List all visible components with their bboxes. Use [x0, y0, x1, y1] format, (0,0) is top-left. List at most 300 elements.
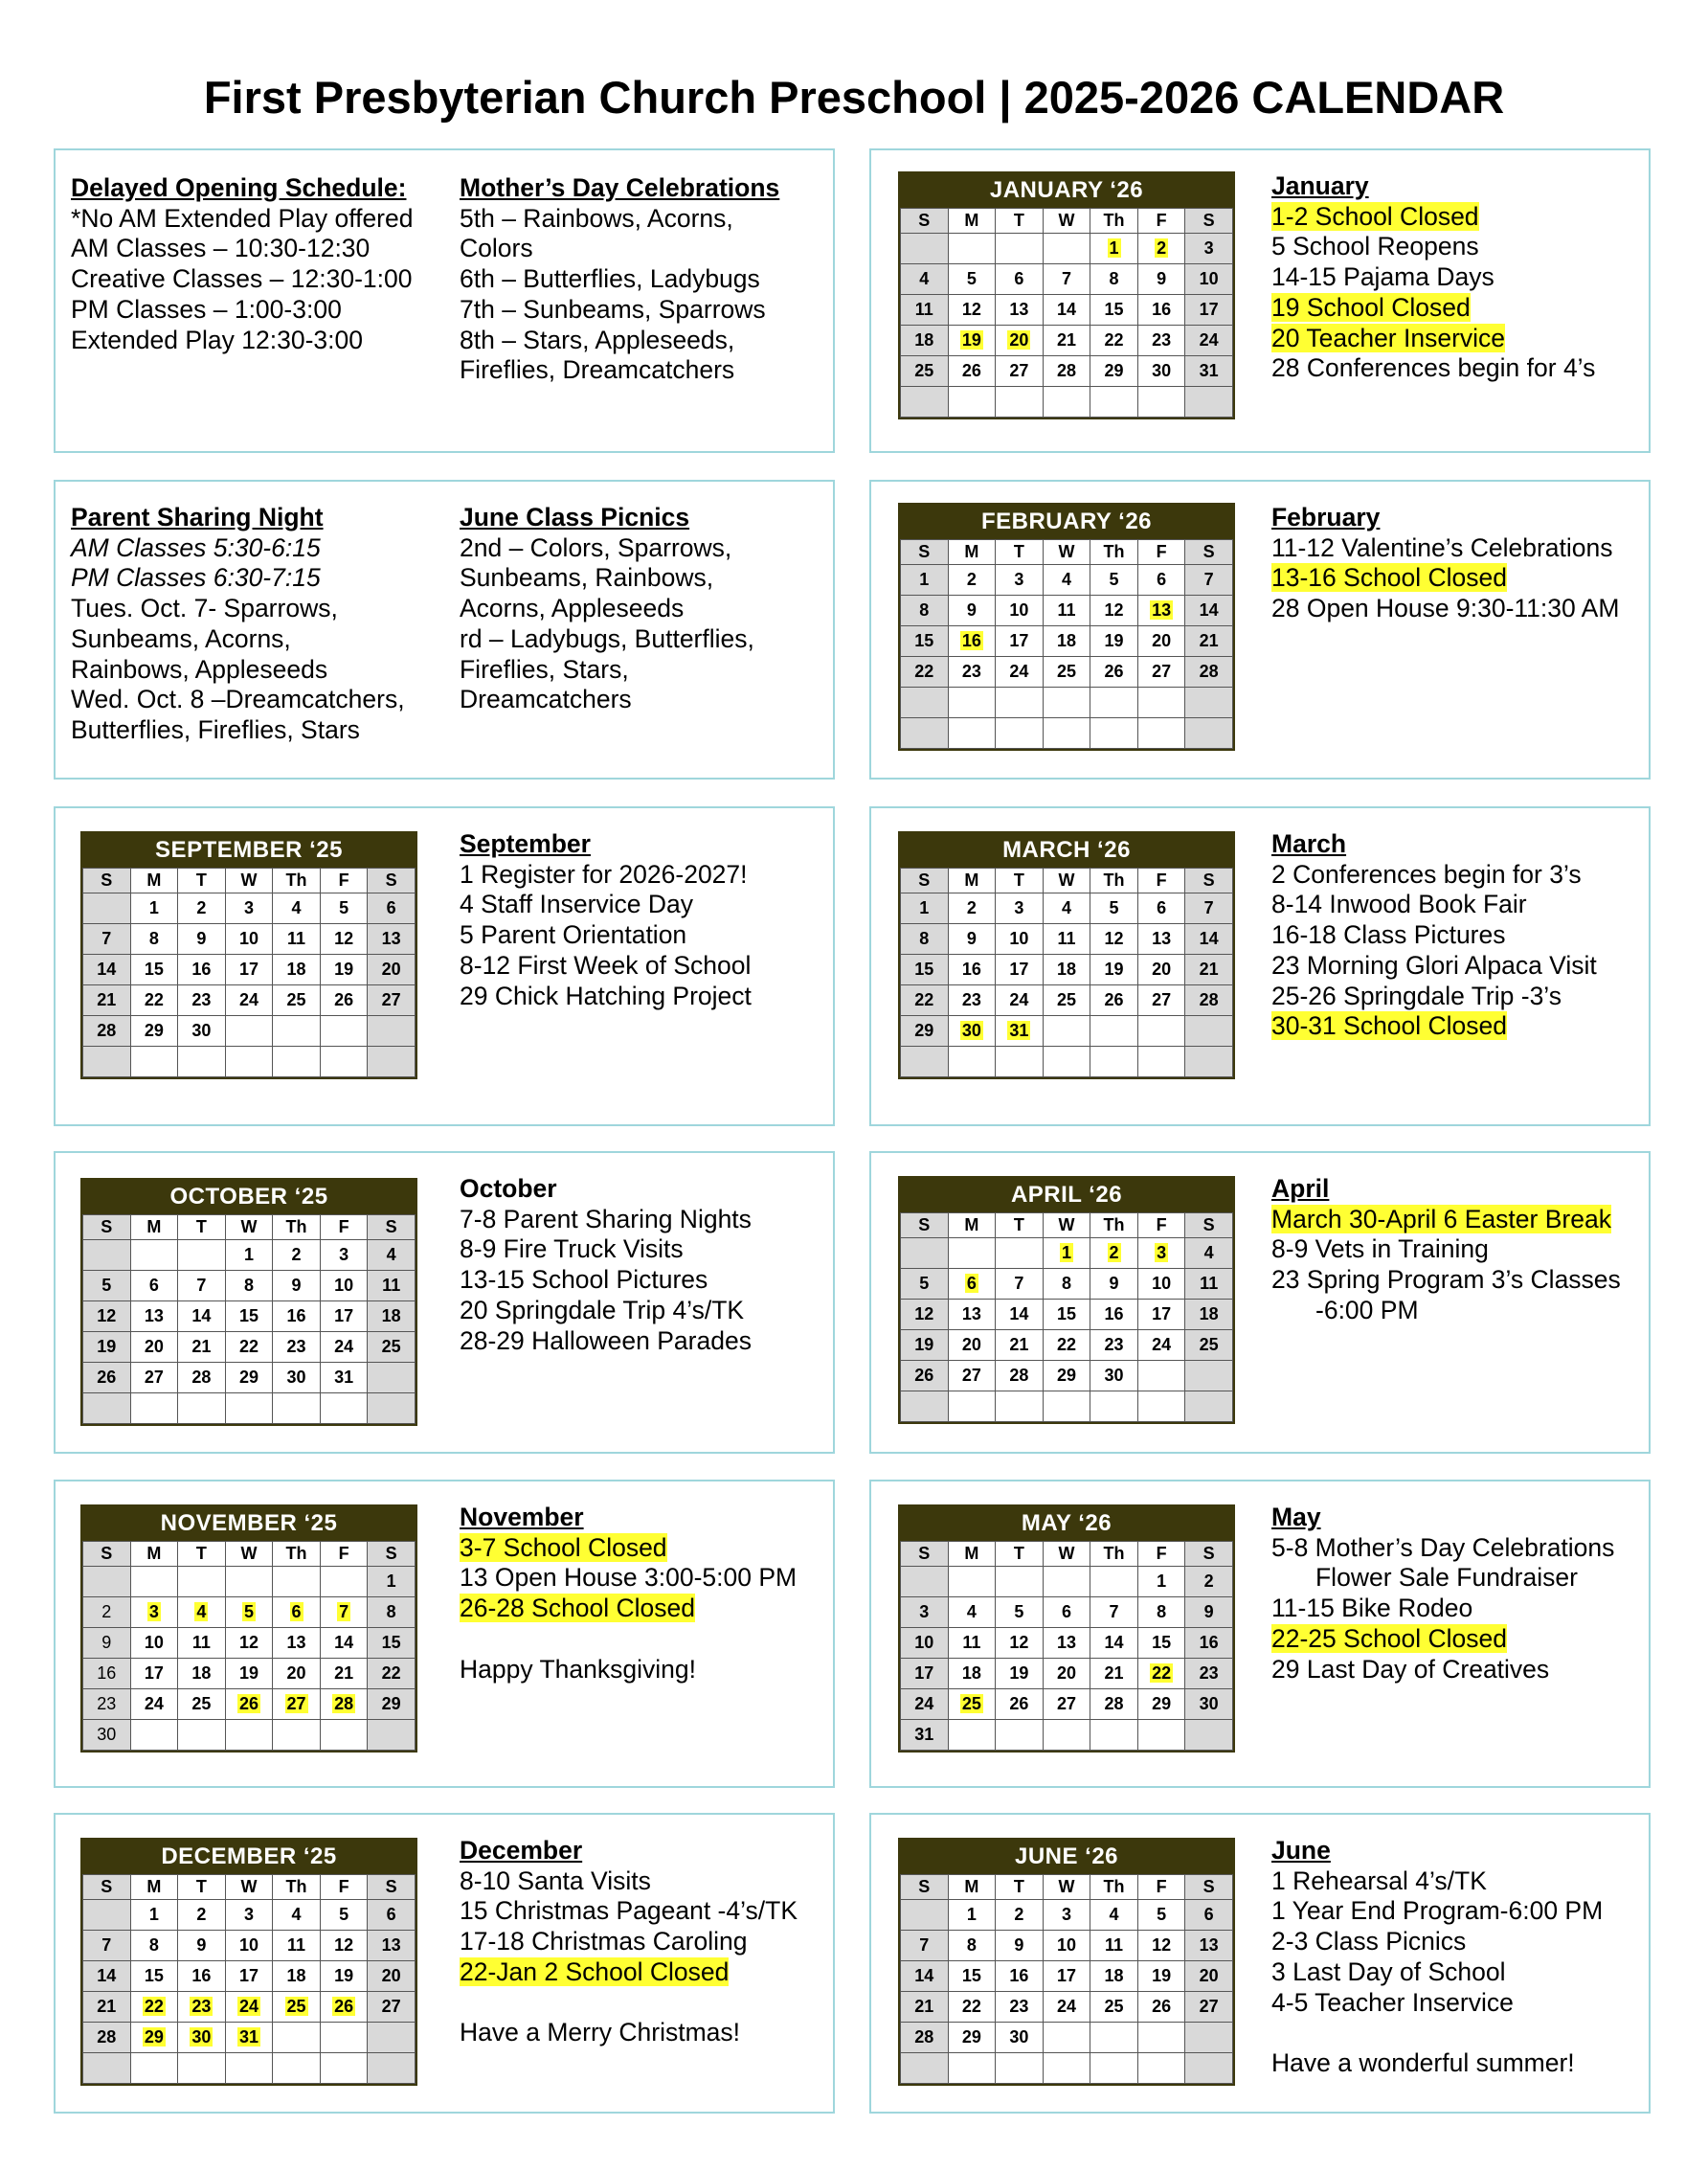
weekday-header: F: [320, 1215, 368, 1240]
calendar-day: 23: [948, 985, 996, 1016]
month-calendar: [898, 171, 1235, 419]
calendar-day: 21: [1185, 626, 1233, 657]
highlighted-day: 24: [238, 1997, 258, 2016]
line-text: 28 Open House 9:30-11:30 AM: [1271, 594, 1620, 623]
text-line: [460, 951, 752, 982]
calendar-day: 17: [996, 626, 1044, 657]
line-text: 11-15 Bike Rodeo: [1271, 1594, 1473, 1623]
calendar-day: 18: [1043, 955, 1090, 985]
line-text: 4 Staff Inservice Day: [460, 890, 694, 919]
calendar-day: 16: [178, 1961, 226, 1992]
calendar-day: 28: [178, 1363, 226, 1393]
month-events: [1271, 1174, 1621, 1326]
calendar-day: 24: [996, 985, 1044, 1016]
calendar-day: 6: [368, 893, 416, 924]
calendar-day: [996, 1047, 1044, 1077]
calendar-day: 16: [1090, 1300, 1138, 1330]
calendar-day: 6: [368, 1900, 416, 1931]
calendar-month-header: SEPTEMBER ‘25: [80, 831, 417, 868]
calendar-day: 19: [1090, 626, 1138, 657]
section-heading: [460, 1503, 797, 1533]
calendar-day: [1137, 2053, 1185, 2084]
line-text: June: [1271, 1836, 1331, 1865]
calendar-day: [130, 1567, 178, 1597]
weekday-header: T: [996, 1542, 1044, 1567]
calendar-day: 27: [368, 985, 416, 1016]
calendar-day: 24: [1185, 326, 1233, 356]
calendar-day: 23: [178, 985, 226, 1016]
text-line: [460, 982, 752, 1012]
calendar-day: 29: [901, 1016, 949, 1047]
line-text: 11-12 Valentine’s Celebrations: [1271, 532, 1613, 562]
calendar-day: 26: [83, 1363, 131, 1393]
calendar-day: [225, 1016, 273, 1047]
calendar-day: 24: [320, 1332, 368, 1363]
calendar-day: [225, 1597, 273, 1628]
month-box-may: [869, 1480, 1651, 1788]
calendar-day: 26: [1137, 1992, 1185, 2023]
month-calendar: [80, 1838, 417, 2086]
calendar-day: 6: [1185, 1900, 1233, 1931]
calendar-day: [901, 1900, 949, 1931]
weekday-header: F: [1137, 1875, 1185, 1900]
calendar-day: 28: [1090, 1689, 1138, 1720]
line-text: 5 Parent Orientation: [460, 920, 687, 950]
calendar-day: 20: [1137, 626, 1185, 657]
calendar-day: [1185, 2053, 1233, 2084]
calendar-day: 18: [368, 1301, 416, 1332]
calendar-day: [948, 718, 996, 749]
text-line: [71, 204, 413, 235]
calendar-day: 12: [1090, 924, 1138, 955]
calendar-day: 13: [130, 1301, 178, 1332]
calendar-day: [1090, 1391, 1138, 1422]
text-line: [460, 355, 779, 386]
calendar-day: 30: [1185, 1689, 1233, 1720]
text-line: [71, 594, 405, 624]
line-text: 16-18 Class Pictures: [1271, 920, 1506, 950]
weekday-header: T: [996, 209, 1044, 234]
calendar-day: [130, 1597, 178, 1628]
calendar-day: 13: [996, 295, 1044, 326]
weekday-header: W: [1043, 1875, 1090, 1900]
calendar-day: 25: [901, 356, 949, 387]
calendar-day: [273, 1047, 321, 1077]
text-line: [460, 1265, 752, 1296]
text-line: [1271, 353, 1595, 384]
calendar-day: [273, 2023, 321, 2053]
calendar-day: 4: [368, 1240, 416, 1271]
calendar-day: [948, 1047, 996, 1077]
calendar-day: 24: [130, 1689, 178, 1720]
text-line: [1271, 890, 1597, 920]
line-text: 5 School Reopens: [1271, 232, 1479, 261]
weekday-header: Th: [273, 1875, 321, 1900]
calendar-day: 30: [273, 1363, 321, 1393]
line-text: PM Classes 6:30-7:15: [71, 563, 321, 593]
calendar-day: [1137, 2023, 1185, 2053]
calendar-day: [83, 2053, 131, 2084]
calendar-day: [1043, 234, 1090, 264]
line-text: Sunbeams, Acorns,: [71, 623, 291, 653]
calendar-day: 8: [901, 596, 949, 626]
calendar-day: 31: [901, 1720, 949, 1751]
month-calendar: [898, 1176, 1235, 1424]
highlighted-day: 27: [286, 1694, 306, 1713]
calendar-day: [83, 1240, 131, 1271]
section-heading: [71, 173, 413, 204]
text-line: [460, 563, 754, 594]
calendar-day: 1: [225, 1240, 273, 1271]
calendar-day: 27: [1137, 985, 1185, 1016]
text-line: [1271, 1896, 1603, 1927]
line-text: 23 Spring Program 3’s Classes: [1271, 1265, 1621, 1295]
weekday-header: W: [1043, 209, 1090, 234]
calendar-day: 28: [1043, 356, 1090, 387]
highlighted-text: 1-2 School Closed: [1271, 201, 1479, 231]
text-line: [71, 624, 405, 655]
section-heading: [460, 503, 754, 533]
weekday-header: T: [178, 1215, 226, 1240]
line-text: -6:00 PM: [1315, 1295, 1419, 1324]
calendar-day: 5: [1137, 1900, 1185, 1931]
highlighted-day: 2: [1109, 1243, 1119, 1262]
calendar-day: [1043, 688, 1090, 718]
weekday-header: F: [320, 1542, 368, 1567]
calendar-day: [320, 1393, 368, 1424]
calendar-day: 21: [320, 1659, 368, 1689]
calendar-day: 4: [1043, 893, 1090, 924]
text-line: [460, 204, 779, 235]
calendar-day: 17: [225, 1961, 273, 1992]
calendar-day: 1: [948, 1900, 996, 1931]
month-box-march: [869, 806, 1651, 1126]
calendar-day: 15: [948, 1961, 996, 1992]
calendar-day: [1185, 1361, 1233, 1391]
calendar-day: [273, 1393, 321, 1424]
calendar-day: [1043, 1391, 1090, 1422]
calendar-day: 12: [1137, 1931, 1185, 1961]
highlighted-day: 31: [1009, 1021, 1029, 1040]
calendar-day: 14: [320, 1628, 368, 1659]
calendar-day: 7: [83, 1931, 131, 1961]
calendar-day: 11: [1185, 1269, 1233, 1300]
month-box-january: [869, 148, 1651, 453]
calendar-day: 29: [130, 1016, 178, 1047]
calendar-day: 2: [83, 1597, 131, 1628]
text-line: [1271, 1927, 1603, 1957]
calendar-day: 15: [901, 955, 949, 985]
calendar-day: [368, 2023, 416, 2053]
calendar-day: 8: [1137, 1597, 1185, 1628]
calendar-day: [178, 1720, 226, 1751]
calendar-day: 19: [320, 955, 368, 985]
calendar-day: [273, 1567, 321, 1597]
weekday-header: S: [368, 869, 416, 893]
weekday-header: S: [901, 209, 949, 234]
line-text: AM Classes 5:30-6:15: [71, 532, 321, 562]
weekday-header: S: [83, 1542, 131, 1567]
line-text: February: [1271, 503, 1381, 531]
line-text: 13-15 School Pictures: [460, 1265, 708, 1295]
calendar-day: [273, 2053, 321, 2084]
calendar-day: 17: [225, 955, 273, 985]
calendar-day: [320, 1016, 368, 1047]
text-line: [1271, 1957, 1603, 1988]
line-text: Fireflies, Dreamcatchers: [460, 355, 735, 385]
calendar-day: [273, 1597, 321, 1628]
line-text: rd – Ladybugs, Butterflies,: [460, 623, 754, 653]
text-line: [1271, 1594, 1614, 1624]
weekday-header: Th: [273, 1542, 321, 1567]
text-line: [460, 1594, 797, 1624]
section-heading: [460, 1836, 798, 1866]
text-line: [460, 1927, 798, 1957]
calendar-day: 23: [1137, 326, 1185, 356]
calendar-day: 30: [83, 1720, 131, 1751]
line-text: 8-12 First Week of School: [460, 950, 752, 980]
month-events: [460, 1836, 798, 2048]
highlighted-day: 16: [961, 631, 981, 650]
weekday-header: S: [901, 1542, 949, 1567]
text-line: [1271, 594, 1619, 624]
calendar-day: 11: [273, 1931, 321, 1961]
calendar-day: 29: [368, 1689, 416, 1720]
calendar-day: 14: [1185, 924, 1233, 955]
line-text: 15 Christmas Pageant -4’s/TK: [460, 1896, 798, 1926]
text-line: [71, 533, 405, 564]
text-line: [1271, 533, 1619, 564]
section-heading: [1271, 1503, 1614, 1533]
calendar-month-header: JANUARY ‘26: [898, 171, 1235, 208]
calendar-day: 12: [83, 1301, 131, 1332]
text-line: [460, 264, 779, 295]
weekday-header: F: [1137, 209, 1185, 234]
calendar-day: [948, 234, 996, 264]
month-box-december: [54, 1813, 835, 2114]
line-text: 28 Conferences begin for 4’s: [1271, 353, 1596, 383]
calendar-day: [320, 1047, 368, 1077]
calendar-day: [1090, 718, 1138, 749]
text-line: [1271, 232, 1595, 262]
calendar-day: [130, 1720, 178, 1751]
text-line: [1271, 202, 1595, 233]
calendar-day: [1185, 1016, 1233, 1047]
weekday-header: S: [368, 1875, 416, 1900]
calendar-day: 3: [225, 1900, 273, 1931]
line-text: Dreamcatchers: [460, 685, 632, 714]
calendar-day: [901, 2053, 949, 2084]
weekday-header: S: [1185, 1542, 1233, 1567]
text-line: [460, 1533, 797, 1564]
calendar-day: [368, 1016, 416, 1047]
calendar-day: [320, 1720, 368, 1751]
calendar-day: 1: [901, 893, 949, 924]
calendar-day: 11: [273, 924, 321, 955]
weekday-header: Th: [1090, 869, 1138, 893]
month-events: [1271, 1503, 1614, 1685]
calendar-day: 11: [1043, 924, 1090, 955]
line-text: 5-8 Mother’s Day Celebrations: [1271, 1532, 1615, 1562]
calendar-day: 18: [901, 326, 949, 356]
calendar-day: 19: [225, 1659, 273, 1689]
calendar-day: 3: [996, 565, 1044, 596]
line-text: June Class Picnics: [460, 503, 690, 531]
weekday-header: W: [1043, 1213, 1090, 1238]
line-text: April: [1271, 1174, 1330, 1203]
month-box-september: [54, 806, 835, 1126]
calendar-day: 23: [948, 657, 996, 688]
calendar-day: 19: [1137, 1961, 1185, 1992]
calendar-day: 14: [83, 1961, 131, 1992]
calendar-day: 18: [948, 1659, 996, 1689]
calendar-day: 17: [901, 1659, 949, 1689]
calendar-day: [948, 688, 996, 718]
calendar-day: [178, 1567, 226, 1597]
calendar-day: 22: [368, 1659, 416, 1689]
calendar-day: 20: [130, 1332, 178, 1363]
highlighted-text: 22-25 School Closed: [1271, 1623, 1508, 1653]
text-line: [460, 1866, 798, 1897]
calendar-day: 6: [996, 264, 1044, 295]
calendar-day: 20: [948, 1330, 996, 1361]
weekday-header: Th: [1090, 1875, 1138, 1900]
calendar-day: [996, 1238, 1044, 1269]
text-line: [1271, 563, 1619, 594]
calendar-day: 10: [225, 924, 273, 955]
highlighted-day: 1: [1061, 1243, 1071, 1262]
calendar-day: [130, 2023, 178, 2053]
line-text: 6th – Butterflies, Ladybugs: [460, 264, 760, 294]
line-text: 1 Year End Program-6:00 PM: [1271, 1896, 1604, 1926]
calendar-day: 12: [901, 1300, 949, 1330]
calendar-day: 5: [948, 264, 996, 295]
calendar-day: 4: [948, 1597, 996, 1628]
calendar-day: 10: [996, 596, 1044, 626]
calendar-day: 25: [1043, 657, 1090, 688]
text-line: [1271, 1265, 1621, 1296]
line-text: 1 Register for 2026-2027!: [460, 859, 748, 889]
calendar-day: 17: [1137, 1300, 1185, 1330]
calendar-day: 10: [1137, 1269, 1185, 1300]
calendar-day: 9: [178, 924, 226, 955]
calendar-day: [996, 1720, 1044, 1751]
calendar-day: [320, 2053, 368, 2084]
calendar-day: 18: [1043, 626, 1090, 657]
calendar-day: [1043, 387, 1090, 418]
calendar-day: 3: [320, 1240, 368, 1271]
weekday-header: F: [1137, 1213, 1185, 1238]
info-col: [71, 503, 405, 746]
calendar-day: 19: [83, 1332, 131, 1363]
calendar-day: [130, 1393, 178, 1424]
line-text: 2-3 Class Picnics: [1271, 1927, 1467, 1956]
text-line: [1271, 1296, 1621, 1326]
line-text: Extended Play 12:30-3:00: [71, 325, 363, 354]
text-line: [460, 326, 779, 356]
calendar-day: [1185, 688, 1233, 718]
calendar-day: 17: [320, 1301, 368, 1332]
highlighted-day: 30: [191, 2027, 212, 2047]
calendar-day: 20: [1137, 955, 1185, 985]
calendar-day: 10: [320, 1271, 368, 1301]
text-line: [460, 295, 779, 326]
line-text: 2nd – Colors, Sparrows,: [460, 532, 732, 562]
line-text: Wed. Oct. 8 –Dreamcatchers,: [71, 685, 405, 714]
calendar-day: 1: [901, 565, 949, 596]
calendar-day: [1043, 1238, 1090, 1269]
line-text: 7-8 Parent Sharing Nights: [460, 1204, 752, 1233]
calendar-day: 3: [1043, 1900, 1090, 1931]
line-text: 2 Conferences begin for 3’s: [1271, 859, 1582, 889]
calendar-day: 21: [1185, 955, 1233, 985]
calendar-day: 9: [948, 596, 996, 626]
calendar-day: [178, 2053, 226, 2084]
line-text: Happy Thanksgiving!: [460, 1654, 696, 1684]
line-text: Butterflies, Fireflies, Stars: [71, 714, 360, 744]
month-box-february: [869, 480, 1651, 780]
calendar-day: 29: [1090, 356, 1138, 387]
month-calendar: [898, 831, 1235, 1079]
highlighted-day: 13: [1152, 600, 1172, 620]
highlighted-day: 30: [961, 1021, 981, 1040]
calendar-day: [320, 1597, 368, 1628]
calendar-day: 9: [83, 1628, 131, 1659]
calendar-day: [901, 718, 949, 749]
calendar-day: 28: [901, 2023, 949, 2053]
calendar-day: 25: [1090, 1992, 1138, 2023]
month-calendar: [80, 831, 417, 1079]
section-heading: [1271, 1174, 1621, 1205]
calendar-day: 26: [901, 1361, 949, 1391]
calendar-day: 21: [83, 985, 131, 1016]
highlighted-text: 30-31 School Closed: [1271, 1011, 1508, 1041]
month-events: [460, 829, 752, 1011]
calendar-day: 5: [996, 1597, 1044, 1628]
line-text: Tues. Oct. 7- Sparrows,: [71, 594, 338, 623]
section-heading: [1271, 503, 1619, 533]
text-line: [460, 1326, 752, 1357]
calendar-day: [1043, 718, 1090, 749]
calendar-day: 20: [273, 1659, 321, 1689]
calendar-day: 17: [1043, 1961, 1090, 1992]
calendar-day: 19: [996, 1659, 1044, 1689]
line-text: Have a Merry Christmas!: [460, 2018, 741, 2047]
calendar-day: [901, 1238, 949, 1269]
calendar-day: 1: [368, 1567, 416, 1597]
calendar-day: 31: [320, 1363, 368, 1393]
calendar-day: 10: [901, 1628, 949, 1659]
line-text: 8-9 Fire Truck Visits: [460, 1234, 684, 1264]
calendar-day: [1185, 2023, 1233, 2053]
calendar-day: [83, 1393, 131, 1424]
weekday-header: S: [901, 1213, 949, 1238]
weekday-header: S: [83, 1215, 131, 1240]
line-text: 8-10 Santa Visits: [460, 1866, 651, 1895]
calendar-day: 24: [1137, 1330, 1185, 1361]
highlighted-day: 22: [1152, 1663, 1172, 1683]
calendar-day: 15: [368, 1628, 416, 1659]
calendar-month-header: JUNE ‘26: [898, 1838, 1235, 1874]
weekday-header: T: [178, 1542, 226, 1567]
calendar-day: 27: [996, 356, 1044, 387]
highlighted-day: 25: [961, 1694, 981, 1713]
month-calendar: [80, 1178, 417, 1426]
calendar-day: [901, 1047, 949, 1077]
calendar-day: 21: [901, 1992, 949, 2023]
calendar-day: 8: [130, 924, 178, 955]
highlighted-day: 3: [148, 1602, 159, 1621]
